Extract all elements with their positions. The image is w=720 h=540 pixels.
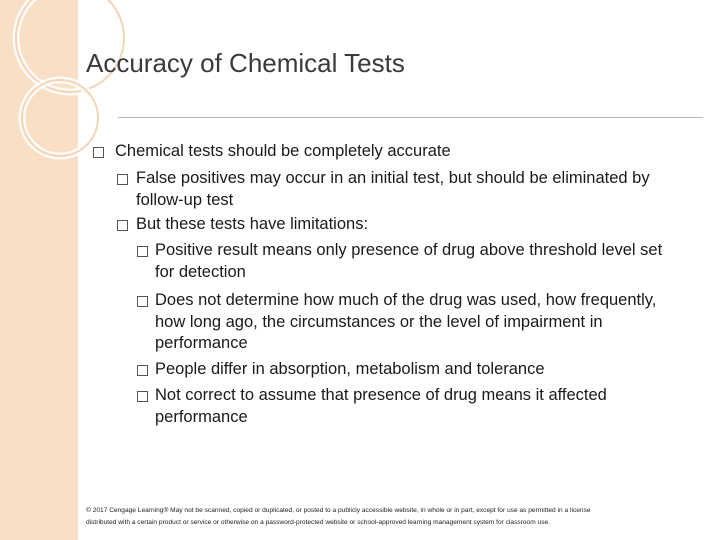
bullet-text-line: Chemical tests should be completely accurate bbox=[115, 142, 451, 160]
bullet-text-line: Positive result means only presence of drug above threshold level set bbox=[155, 241, 663, 259]
bullet-text-line: People differ in absorption, metabolism and tolerance bbox=[155, 360, 545, 378]
bullet-text-line: Does not determine how much of the drug was used, how frequently, bbox=[155, 291, 657, 309]
footer-line: © 2017 Cengage Learning® May not be scanned, copied or duplicated, or posted to a publicly accessible website, in whole or in part, except for use as permitted in a license bbox=[86, 507, 591, 514]
footer-line: distributed with a certain product or service or otherwise on a password-protected website or school-approved learning management system for classroom use. bbox=[86, 519, 550, 526]
copyright-footer bbox=[86, 505, 706, 529]
title-divider bbox=[118, 117, 703, 118]
bullet-text-line: Not correct to assume that presence of drug means it affected bbox=[155, 386, 607, 404]
bullet-text-line: how long ago, the circumstances or the level of impairment in bbox=[155, 312, 603, 331]
bullet-text-line: performance bbox=[155, 334, 248, 352]
bullet-checkbox-icon bbox=[137, 365, 148, 376]
decorative-rings bbox=[0, 0, 200, 160]
bullet-text-line: But these tests have limitations: bbox=[136, 215, 369, 233]
bullet-text-line: follow-up test bbox=[136, 190, 234, 209]
bullet-text-line: False positives may occur in an initial test, but should be eliminated by bbox=[136, 169, 650, 187]
bullet-checkbox-icon bbox=[117, 174, 128, 185]
slide-title: Accuracy of Chemical Tests bbox=[86, 48, 405, 78]
bullet-checkbox-icon bbox=[93, 147, 104, 158]
bullet-checkbox-icon bbox=[137, 391, 148, 402]
bullet-checkbox-icon bbox=[137, 296, 148, 307]
bullet-text-line: performance bbox=[155, 407, 248, 426]
bullet-checkbox-icon bbox=[117, 220, 128, 231]
bullet-text-line: for detection bbox=[155, 262, 246, 281]
bullet-checkbox-icon bbox=[137, 246, 148, 257]
